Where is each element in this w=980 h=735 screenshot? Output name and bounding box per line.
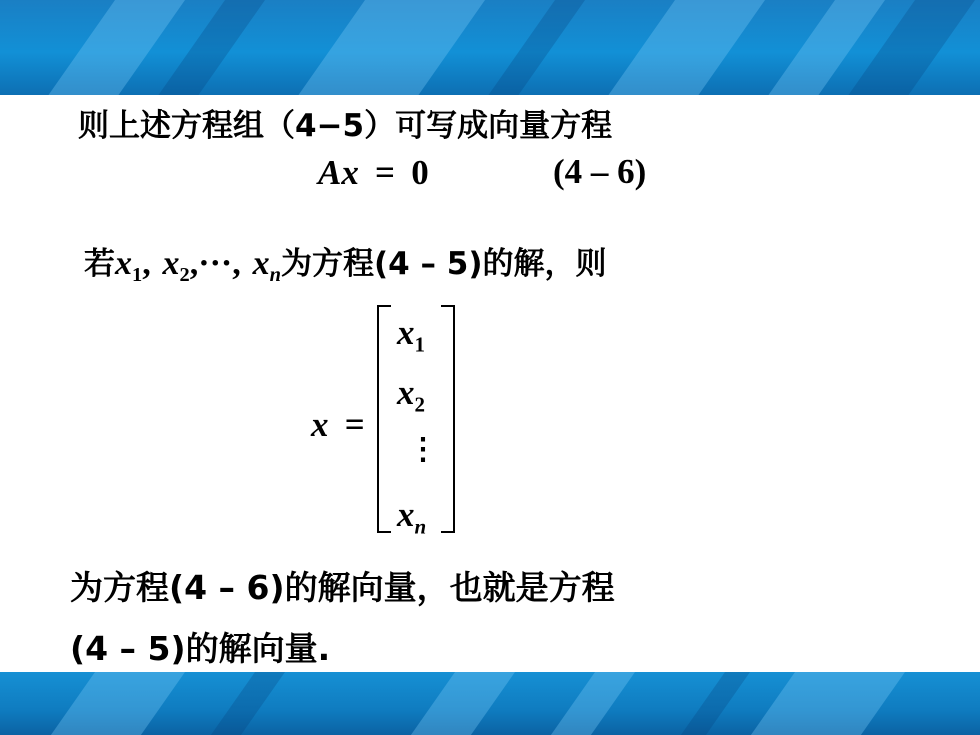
eq-rhs: 0 bbox=[411, 153, 429, 192]
vector-entry-2: $x_2$ bbox=[397, 373, 425, 417]
solution-statement: 若$x_1$, $x_2,\cdot\cdot\cdot$, $x_n$为方程(4 – 5)的解，则 bbox=[84, 245, 607, 287]
equation-tag: (4 – 6) bbox=[553, 152, 647, 191]
right-bracket bbox=[441, 305, 455, 533]
vector-lhs: x = bbox=[311, 405, 365, 444]
intro-text: 则上述方程组（4−5）可写成向量方程 bbox=[78, 108, 613, 144]
conclusion-line-2: (4 – 5)的解向量. bbox=[70, 629, 331, 668]
eq-sign: = bbox=[375, 153, 395, 192]
equation-4-6 bbox=[318, 152, 429, 193]
top-banner bbox=[0, 0, 980, 95]
vector-vdots: ⋮ bbox=[408, 433, 438, 466]
eq-lhs: Ax bbox=[318, 153, 359, 192]
vector-entry-1: $x_1$ bbox=[397, 313, 425, 357]
left-bracket bbox=[377, 305, 391, 533]
conclusion-line-1: 为方程(4 – 6)的解向量，也就是方程 bbox=[70, 568, 615, 607]
vector-entry-n: $x_n$ bbox=[397, 495, 427, 539]
bottom-banner bbox=[0, 672, 980, 735]
suffix: 为方程(4 – 5)的解，则 bbox=[280, 246, 607, 282]
prefix: 若 bbox=[84, 246, 115, 282]
